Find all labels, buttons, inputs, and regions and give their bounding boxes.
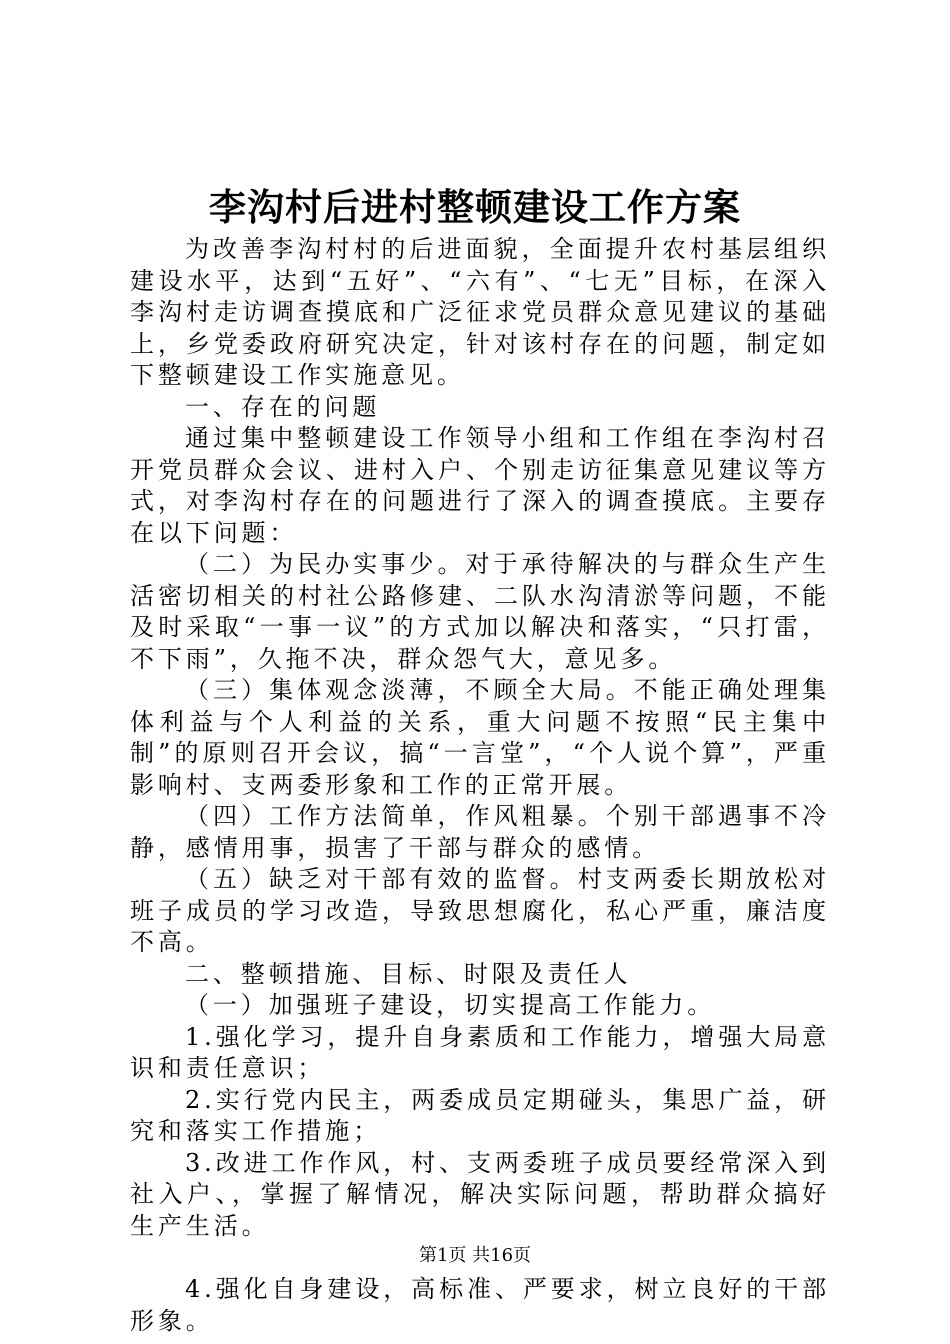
intro-paragraph: 为改善李沟村村的后进面貌，全面提升农村基层组织建设水平，达到“五好”、“六有”、“七无”目标，在深入李沟村走访调查摸底和广泛征求党员群众意见建议的基础上，乡党委政府研究决定，针对该村存在的问题，制定如下整顿建设工作实施意见。 xyxy=(130,235,830,389)
problem-item-5: （五）缺乏对干部有效的监督。村支两委长期放松对班子成员的学习改造，导致思想腐化，私心严重，廉洁度不高。 xyxy=(130,865,830,956)
measure-item-2: 2.实行党内民主，两委成员定期碰头，集思广益，研究和落实工作措施； xyxy=(130,1085,830,1145)
problem-item-4: （四）工作方法简单，作风粗暴。个别干部遇事不冷静，感情用事，损害了干部与群众的感情。 xyxy=(130,802,830,862)
problem-item-3: （三）集体观念淡薄，不顾全大局。不能正确处理集体利益与个人利益的关系，重大问题不按照“民主集中制”的原则召开会议，搞“一言堂”，“个人说个算”，严重影响村、支两委形象和工作的正常开展。 xyxy=(130,676,830,799)
measure-item-4: 4.强化自身建设，高标准、严要求，树立良好的干部形象。 xyxy=(130,1275,830,1335)
problem-item-2: （二）为民办实事少。对于承待解决的与群众生产生活密切相关的村社公路修建、二队水沟清淤等问题，不能及时采取“一事一议”的方式加以解决和落实，“只打雷，不下雨”，久拖不决，群众怨气大，意见多。 xyxy=(130,550,830,673)
page-number-footer: 第1页 共16页 xyxy=(418,1245,532,1266)
document-body xyxy=(130,234,830,1337)
section-heading-problems: 一、存在的问题 xyxy=(185,392,381,421)
section-heading-measures: 二、整顿措施、目标、时限及责任人 xyxy=(185,959,632,988)
measure-item-3: 3.改进工作作风，村、支两委班子成员要经常深入到社入户、，掌握了解情况，解决实际问题，帮助群众搞好生产生活。 xyxy=(130,1148,830,1240)
document-title: 李沟村后进村整顿建设工作方案 xyxy=(209,186,741,229)
measure-subheading-1: （一）加强班子建设，切实提高工作能力。 xyxy=(185,991,716,1019)
problems-overview-paragraph: 通过集中整顿建设工作领导小组和工作组在李沟村召开党员群众会议、进村入户、个别走访征集意见建议等方式，对李沟村存在的问题进行了深入的调查摸底。主要存在以下问题： xyxy=(130,424,830,547)
measure-item-1: 1.强化学习，提升自身素质和工作能力，增强大局意识和责任意识； xyxy=(130,1022,830,1082)
